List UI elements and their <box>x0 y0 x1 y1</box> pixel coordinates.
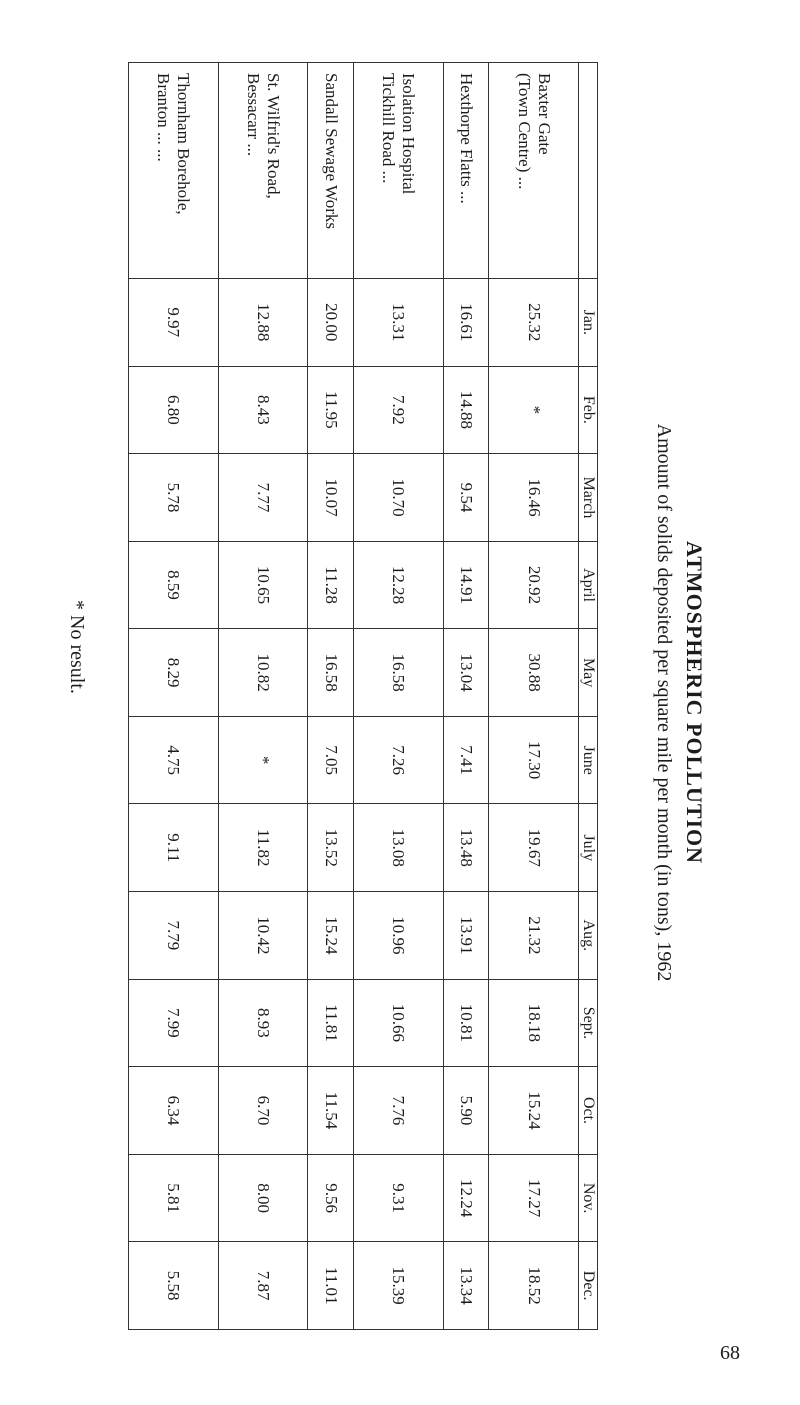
month-header: Aug. <box>579 892 598 980</box>
value-cell: 20.92 <box>489 541 579 629</box>
location-header <box>579 63 598 279</box>
table-row <box>354 63 444 1330</box>
location-cell: Hexthorpe Flatts ... <box>443 63 489 279</box>
value-cell: 8.59 <box>129 541 219 629</box>
page-number: 68 <box>720 1342 740 1364</box>
footnote: * No result. <box>66 600 88 694</box>
location-cell: Baxter Gate (Town Centre) ... <box>489 63 579 279</box>
value-cell: 11.54 <box>308 1067 354 1155</box>
month-header: Feb. <box>579 366 598 454</box>
value-cell: 8.29 <box>129 629 219 717</box>
value-cell: 13.31 <box>354 279 444 367</box>
value-cell: 7.79 <box>129 892 219 980</box>
month-header: Sept. <box>579 979 598 1067</box>
value-cell: * <box>218 716 308 804</box>
value-cell: 9.56 <box>308 1154 354 1242</box>
value-cell: 7.99 <box>129 979 219 1067</box>
value-cell: 16.61 <box>443 279 489 367</box>
table-row <box>218 63 308 1330</box>
value-cell: 10.42 <box>218 892 308 980</box>
value-cell: 7.87 <box>218 1242 308 1330</box>
value-cell: 8.43 <box>218 366 308 454</box>
value-cell: 15.24 <box>308 892 354 980</box>
value-cell: 13.91 <box>443 892 489 980</box>
value-cell: 20.00 <box>308 279 354 367</box>
value-cell: 9.54 <box>443 454 489 542</box>
value-cell: 4.75 <box>129 716 219 804</box>
value-cell: 13.04 <box>443 629 489 717</box>
value-cell: 25.32 <box>489 279 579 367</box>
value-cell: 13.08 <box>354 804 444 892</box>
value-cell: 13.48 <box>443 804 489 892</box>
page-title: ATMOSPHERIC POLLUTION <box>682 540 707 865</box>
value-cell: 18.52 <box>489 1242 579 1330</box>
value-cell: 5.78 <box>129 454 219 542</box>
value-cell: 7.77 <box>218 454 308 542</box>
month-header: Oct. <box>579 1067 598 1155</box>
value-cell: 16.46 <box>489 454 579 542</box>
value-cell: 10.96 <box>354 892 444 980</box>
value-cell: 11.01 <box>308 1242 354 1330</box>
value-cell: 13.52 <box>308 804 354 892</box>
table-row <box>308 63 354 1330</box>
table-row <box>489 63 579 1330</box>
month-header: Jan. <box>579 279 598 367</box>
value-cell: 11.82 <box>218 804 308 892</box>
value-cell: 10.65 <box>218 541 308 629</box>
month-header: July <box>579 804 598 892</box>
value-cell: 5.90 <box>443 1067 489 1155</box>
month-header: April <box>579 541 598 629</box>
value-cell: 8.93 <box>218 979 308 1067</box>
value-cell: 9.11 <box>129 804 219 892</box>
value-cell: 7.41 <box>443 716 489 804</box>
value-cell: 10.07 <box>308 454 354 542</box>
value-cell: 16.58 <box>354 629 444 717</box>
value-cell: 12.28 <box>354 541 444 629</box>
value-cell: 9.31 <box>354 1154 444 1242</box>
value-cell: 14.88 <box>443 366 489 454</box>
value-cell: 6.70 <box>218 1067 308 1155</box>
page-subtitle: Amount of solids deposited per square mile per month (in tons), 1962 <box>653 423 675 982</box>
value-cell: 7.26 <box>354 716 444 804</box>
value-cell: 15.39 <box>354 1242 444 1330</box>
location-cell: Sandall Sewage Works <box>308 63 354 279</box>
value-cell: 5.58 <box>129 1242 219 1330</box>
value-cell: 10.66 <box>354 979 444 1067</box>
month-header: May <box>579 629 598 717</box>
value-cell: 10.70 <box>354 454 444 542</box>
location-cell: Isolation Hospital Tickhill Road ... <box>354 63 444 279</box>
pollution-table <box>128 62 598 1330</box>
value-cell: 13.34 <box>443 1242 489 1330</box>
value-cell: 30.88 <box>489 629 579 717</box>
month-header: March <box>579 454 598 542</box>
month-header: Dec. <box>579 1242 598 1330</box>
month-header: Nov. <box>579 1154 598 1242</box>
value-cell: 21.32 <box>489 892 579 980</box>
value-cell: 15.24 <box>489 1067 579 1155</box>
value-cell: 11.81 <box>308 979 354 1067</box>
value-cell: 17.27 <box>489 1154 579 1242</box>
value-cell: 7.76 <box>354 1067 444 1155</box>
value-cell: 16.58 <box>308 629 354 717</box>
value-cell: 11.28 <box>308 541 354 629</box>
value-cell: 12.24 <box>443 1154 489 1242</box>
value-cell: 17.30 <box>489 716 579 804</box>
value-cell: 18.18 <box>489 979 579 1067</box>
value-cell: * <box>489 366 579 454</box>
value-cell: 11.95 <box>308 366 354 454</box>
table-header-row <box>579 63 598 1330</box>
value-cell: 7.92 <box>354 366 444 454</box>
value-cell: 8.00 <box>218 1154 308 1242</box>
location-cell: St. Wilfrid's Road, Bessacarr ... <box>218 63 308 279</box>
value-cell: 6.34 <box>129 1067 219 1155</box>
value-cell: 10.82 <box>218 629 308 717</box>
table-row <box>443 63 489 1330</box>
value-cell: 7.05 <box>308 716 354 804</box>
month-header: June <box>579 716 598 804</box>
value-cell: 9.97 <box>129 279 219 367</box>
value-cell: 19.67 <box>489 804 579 892</box>
location-cell: Thornham Borehole, Branton ... ... <box>129 63 219 279</box>
value-cell: 6.80 <box>129 366 219 454</box>
table-row <box>129 63 219 1330</box>
value-cell: 12.88 <box>218 279 308 367</box>
value-cell: 10.81 <box>443 979 489 1067</box>
value-cell: 14.91 <box>443 541 489 629</box>
value-cell: 5.81 <box>129 1154 219 1242</box>
